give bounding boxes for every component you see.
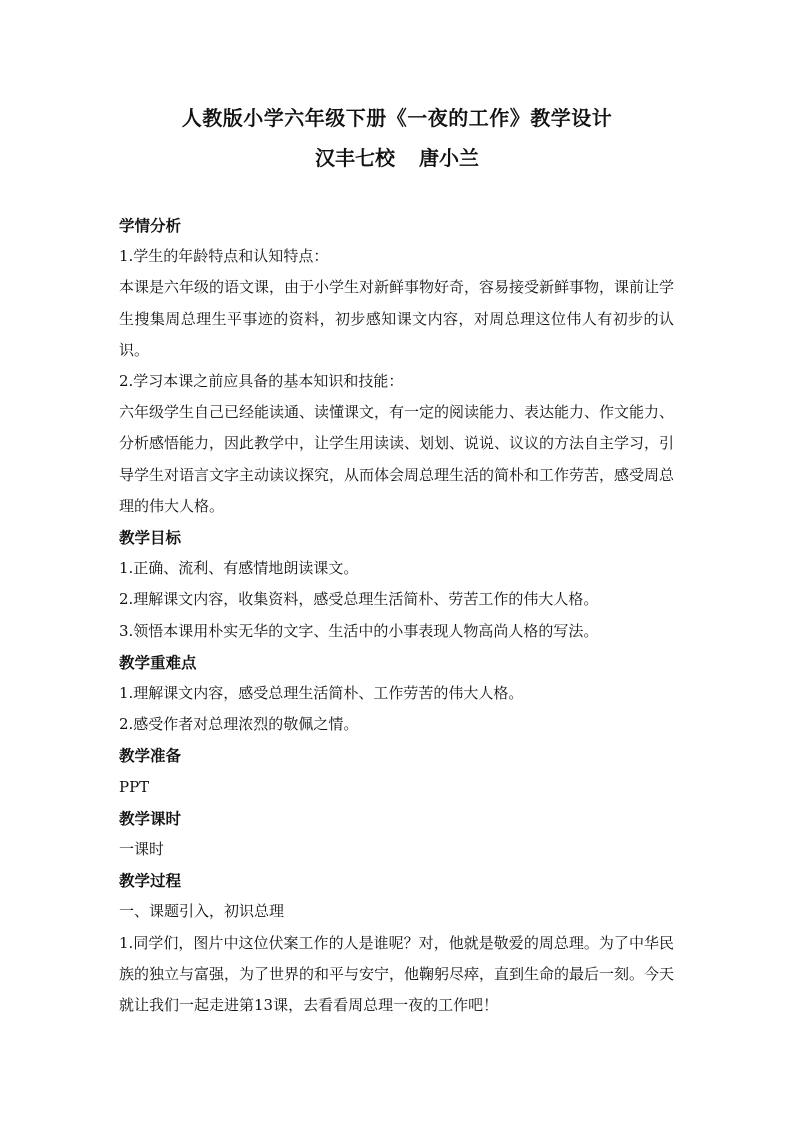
process-step1-body: 1.同学们，图片中这位伏案工作的人是谁呢？对，他就是敬爱的周总理。为了中华民族的独立与富强，为了世界的和平与安宁，他鞠躬尽瘁，直到生命的最后一刻。今天就让我们一起走进第13课，去看看周总理一夜的工作吧！ bbox=[119, 933, 675, 1015]
goal-item: 1.正确、流利、有感情地朗读课文。 bbox=[119, 559, 359, 578]
process-step1-title: 一、课题引入，初识总理 bbox=[119, 902, 285, 921]
analysis-item2-body: 六年级学生自己已经能读通、读懂课文，有一定的阅读能力、表达能力、作文能力、分析感悟能力，因此教学中，让学生用读读、划划、说说、议议的方法自主学习，引导学生对语言文字主动读议探究，从而体会周总理生活的简朴和工作劳苦，感受周总理的伟大人格。 bbox=[119, 403, 675, 515]
heading-duration: 教学课时 bbox=[119, 808, 182, 828]
preparation-body: PPT bbox=[119, 777, 150, 796]
author-line bbox=[0, 140, 794, 176]
key-point-item: 1.理解课文内容，感受总理生活简朴、工作劳苦的伟大人格。 bbox=[119, 684, 524, 703]
heading-preparation: 教学准备 bbox=[119, 746, 182, 766]
document-title: 人教版小学六年级下册《一夜的工作》教学设计 bbox=[181, 106, 613, 130]
title-block bbox=[0, 100, 794, 176]
goal-item: 3.领悟本课用朴实无华的文字、生活中的小事表现人物高尚人格的写法。 bbox=[119, 621, 599, 640]
heading-key-points: 教学重难点 bbox=[119, 652, 197, 672]
heading-goals: 教学目标 bbox=[119, 528, 182, 548]
analysis-item1-body: 本课是六年级的语文课，由于小学生对新鲜事物好奇，容易接受新鲜事物，课前让学生搜集周总理生平事迹的资料，初步感知课文内容，对周总理这位伟人有初步的认识。 bbox=[119, 278, 675, 359]
heading-analysis: 学情分析 bbox=[119, 216, 182, 235]
duration-body: 一课时 bbox=[119, 840, 165, 859]
goal-item: 2.理解课文内容，收集资料，感受总理生活简朴、劳苦工作的伟大人格。 bbox=[119, 590, 599, 609]
heading-process: 教学过程 bbox=[119, 871, 182, 891]
document-body bbox=[119, 210, 674, 1021]
author-school: 汉丰七校 bbox=[315, 146, 395, 170]
analysis-item1-title: 1.学生的年龄特点和认知特点： bbox=[119, 247, 329, 266]
analysis-item2-title: 2.学习本课之前应具备的基本知识和技能： bbox=[119, 372, 404, 391]
key-point-item: 2.感受作者对总理浓烈的敬佩之情。 bbox=[119, 715, 359, 734]
author-name: 唐小兰 bbox=[419, 146, 479, 170]
